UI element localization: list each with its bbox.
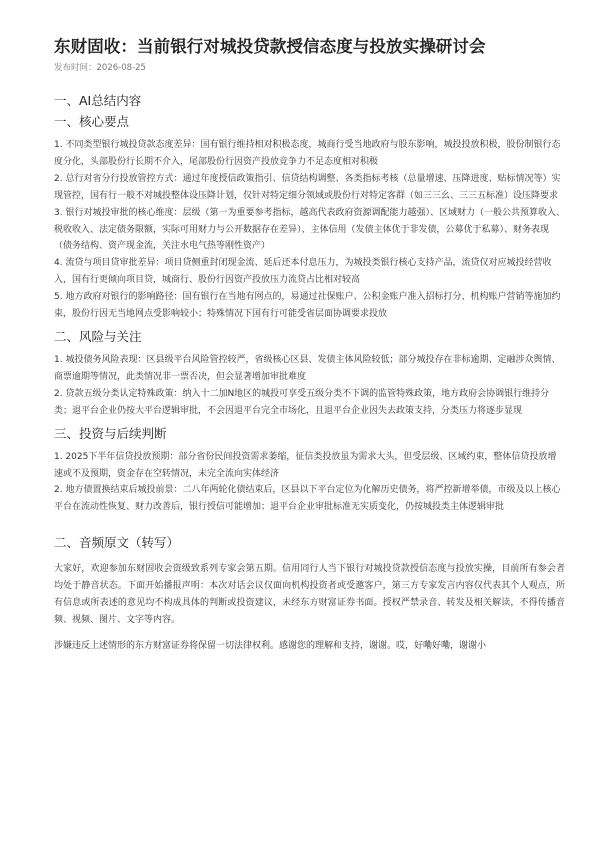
page-title: 东财固收：当前银行对城投贷款授信态度与投放实操研讨会 <box>54 37 486 56</box>
outlook-list <box>54 449 565 517</box>
key-points-heading: 一、核心要点 <box>54 114 130 129</box>
list-item: 1. 城投债务风险表现：区县级平台风险管控较严，省级核心区县、发债主体风险较低；部分城投存在非标逾期、定融涉众舆情、商票逾期等情况，此类情况非一票否决，但会显著增加审批难度 <box>54 354 561 382</box>
list-item: 2. 总行对省分行投放管控方式：通过年度授信政策指引、信贷结构调整、各类指标考核（总量增速、压降进度、贴标情况等）实现管控，国有行一般不对城投整体设压降计划，仅针对特定细分领域或股份行对特定客群（如三三幺、三三五标准）设压降要求 <box>54 173 561 201</box>
risks-list <box>54 352 565 420</box>
outlook-heading: 三、投资与后续判断 <box>54 425 167 441</box>
publish-time <box>54 62 565 74</box>
audio-transcript-heading: 二、音频原文（转写） <box>54 535 180 551</box>
risks-heading: 二、风险与关注 <box>54 328 142 344</box>
publish-time-value: 2026-08-25 <box>96 63 146 73</box>
list-item: 2. 地方债置换结束后城投前景：二八年两轮化债结束后，区县以下平台定位为化解历史债务，将严控新增举债，市级及以上核心平台在流动性恢复、财力改善后，银行授信可能增加；退平台企业审批标准无实质变化，仍按城投类主体逻辑审批 <box>54 485 561 513</box>
list-item: 1. 不同类型银行城投贷款态度差异：国有银行维持相对积极态度，城商行受当地政府与股东影响，城投投放积极，股份制银行态度分化，头部股份行长期不介入，尾部股份行因资产投放竞争力不足态度相对积极 <box>54 140 561 167</box>
key-points-list <box>54 137 565 323</box>
transcript-paragraph: 涉嫌违反上述情形的东方财富证券将保留一切法律权利。感谢您的理解和支持，谢谢。哎，好嘞好嘞，谢谢小 <box>54 640 487 651</box>
list-item: 2. 贷款五级分类认定特殊政策：纳入十二加N地区的城投可享受五级分类不下调的监管特殊政策，地方政府会协调银行维持分类；退平台企业仍按大平台逻辑审批，不会因退平台完全市场化，且退平台企业因失去政策支持，分类压力将逐步显现 <box>54 388 550 416</box>
list-item: 3. 银行对城投审批的核心维度：层级（第一为重要参考指标，越高代表政府资源调配能力越强）、区域财力（一般公共预算收入、税收收入、法定债务限额，实际可用财力与公开数据存在差异）、主体信用（发债主体优于非发债，公募优于私募）、财务表现（债务结构、资产现金流，关注水电气热等刚性资产） <box>54 207 565 252</box>
list-item: 1. 2025下半年信贷投放预期：部分省份民间投资需求萎缩，征信类投放虽为需求大头，但受层级、区域约束，整体信贷投放增速或不及预期，资金存在空转情况，未完全流向实体经济 <box>54 451 557 479</box>
list-item: 4. 流贷与项目贷审批差异：项目贷侧重封闭现金流、延后还本付息压力，为城投类银行核心支持产品，流贷仅对应城投经营收入，国有行更倾向项目贷，城商行、股份行因资产投放压力流贷占比相对较高 <box>54 258 552 286</box>
publish-time-label: 发布时间： <box>54 63 97 73</box>
list-item: 5. 地方政府对银行的影响路径：国有银行在当地有网点的，易通过社保账户、公积金账户准入招标打分、机构账户营销等施加约束，股份行因无当地网点受影响较小；特殊情况下国有行可能受省层面协调要求投放 <box>54 292 561 320</box>
ai-summary-heading: 一、AI总结内容 <box>54 93 142 108</box>
transcript-paragraph: 大家好，欢迎参加东财固收会资级致系列专家会第五期。信用同行人当下银行对城投贷款授信态度与投放实操，目前所有参会者均处于静音状态。下面开始播报声明：本次对话会议仅面向机构投资者或受邀客户，第三方专家发言内容仅代表其个人观点，所有信息或所表述的意见均不构成具体的判断或投资建议，未经东方财富证券书面。授权严禁录音、转发及相关解读，不得传播音频、视频、图片、文字等内容。 <box>54 564 565 625</box>
